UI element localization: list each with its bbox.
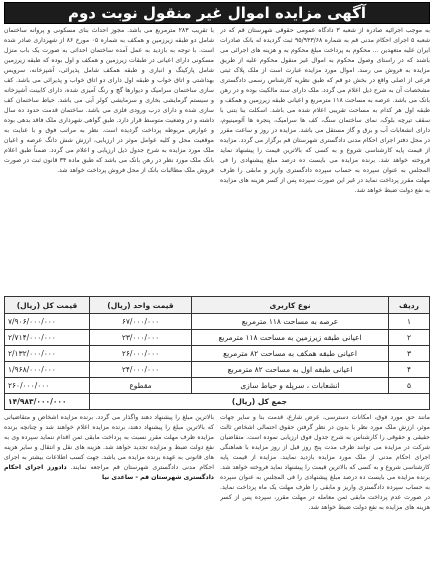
usage-type: انشعابات ، سرپله و حیاط سازی [192,378,389,394]
usage-type: اعیانی طبقه اول به مساحت ۸۲ مترمربع [192,362,389,378]
row-number: ۴ [389,362,430,378]
usage-type: اعیانی طبقه همکف به مساحت ۸۲ مترمربع [192,346,389,362]
header-row-number: ردیف [389,297,430,314]
unit-price: ۲۳/۰۰۰/۰۰۰ [90,330,192,346]
footer-column-left [4,413,214,543]
body-column-right: به موجب اجرائیه صادره از شعبه ۳ دادگاه عمومی حقوقی شهرستان قم که در شعبه ۵ اجرای احکام مدنی قم به شماره ۹۵/۹۴۳/۶۸ ثبت گردیده له بانک صادرات ایران علیه متعهدین ... محکوم به پرداخت مبلغ محکوم به و هزینه های اجرائی می باشند که در راستای وصول محکوم به اموال غیر منقول محکوم علیه از طریق مزایده به فروش می رسد. اموال مورد مزایده عبارت است از ملک پلاک ثبتی فرعی از اصلی واقع در بخش دو قم که طبق نظریه کارشناس رسمی دادگستری مشخصات آن به شرح ذیل اعلام می گردد. ملک دارای سند مالکیت بوده و در رهن بانک می باشد. عرصه به مساحت ۱۱۸ مترمربع و اعیانی طبقه زیرزمین و همکف و طبقه اول هر کدام به مساحت تقریبی اعلام شده می باشد. اسکلت بنا بتنی با سقف تیرچه بلوک، نمای ساختمان سنگ، کف ها سرامیک، پنجره ها آلومینیوم، دارای انشعابات آب و برق و گاز مستقل می باشد. مزایده در روز و ساعت مقرر در محل دفتر اجرای احکام مدنی دادگستری شهرستان قم برگزار می گردد. مزایده از قیمت پایه کارشناسی شروع و به کسی که بالاترین قیمت را پیشنهاد نماید فروخته خواهد شد. برنده مزایده می بایست ده درصد مبلغ پیشنهادی را فی المجلس به عنوان سپرده به حساب سپرده دادگستری واریز و مابقی را ظرف مهلت مقرر پرداخت نماید در غیر این صورت سپرده پس از کسر هزینه های مزایده به نفع دولت ضبط خواهد شد. [220,27,430,194]
footer-column-right: مانند حق مورد فوق، امکانات دسترسی، عرض شارع، قدمت بنا و سایر جهات موثر، ارزش ملک مورد نظر با بدون در نظر گرفتن حقوق احتمالی اشخاص ثالث حقیقی و حقوقی را کارشناس به شرح جدول فوق ارزیابی نموده است. متقاضیان شرکت در مزایده می توانند ظرف مدت پنج روز قبل از روز مزایده با هماهنگی اجرای احکام مدنی از ملک مورد مزایده بازدید نمایند. مزایده از قیمت پایه کارشناسی شروع و به کسی که بالاترین قیمت را پیشنهاد نماید فروخته خواهد شد. برنده مزایده می بایست ده درصد مبلغ پیشنهادی را فی المجلس به عنوان سپرده به حساب سپرده دادگستری واریز و مابقی را ظرف مهلت یک ماه پرداخت نماید. در صورت عدم پرداخت مابقی ثمن معامله در مهلت مقرر، سپرده پس از کسر هزینه های مزایده به نفع دولت ضبط خواهد شد. [220,414,430,511]
grand-total: ۱۴/۹۸۳/۰۰۰/۰۰۰ [5,394,90,410]
total-price: ۲/۷۱۴/۰۰۰/۰۰۰ [5,330,90,346]
table-row [5,378,430,394]
row-number: ۲ [389,330,430,346]
table-row [5,362,430,378]
table-row [5,330,430,346]
total-price: ۱/۹۶۸/۰۰۰/۰۰۰ [5,362,90,378]
row-number: ۳ [389,346,430,362]
valuation-table [4,296,430,410]
table-sum-row [5,394,430,410]
row-number: ۵ [389,378,430,394]
notice-body [4,26,430,294]
table-header-row [5,297,430,314]
table-row [5,314,430,330]
signature: دادورز اجرای احکام دادگستری شهرستان قم - ساعدی نیا [4,464,214,481]
sum-label: جمع کل (ریال) [90,394,430,410]
header-total-price: قیمت کل (ریال) [5,297,90,314]
usage-type: عرصه به مساحت ۱۱۸ مترمربع [192,314,389,330]
total-price: ۲/۱۳۲/۰۰۰/۰۰۰ [5,346,90,362]
unit-price: ۶۷/۰۰۰/۰۰۰ [90,314,192,330]
header-unit-price: قیمت واحد (ریال) [90,297,192,314]
notice-footer [4,413,430,543]
notice-title-banner [4,2,430,24]
footer-text: بالاترین مبلغ را پیشنهاد دهند واگذار می گردد. برنده مزایده اشخاص و متقاضیانی که بالاترین مبلغ را پیشنهاد دهند، برنده مزایده اعلام خواهند شد و چنانچه برنده مزایده ظرف مهلت مقرر نسبت به پرداخت مابقی ثمن اقدام ننماید سپرده وی به نفع دولت ضبط و مزایده تجدید خواهد شد. هزینه های نقل و انتقال و سایر هزینه های قانونی به عهده برنده مزایده می باشد. جهت کسب اطلاعات بیشتر به اجرای احکام مدنی دادگستری شهرستان قم مراجعه نمایند. [4,414,214,471]
notice-title: آگهی مزایده اموال غیر منقول نوبت دوم [67,4,367,22]
total-price: ۲۶۰/۰۰۰/۰۰۰ [5,378,90,394]
header-usage-type: نوع کاربری [192,297,389,314]
body-column-left: با تقریب ۲۸۳ مترمربع می باشد. مجوز احداث بنای مسکونی و پروانه ساختمان شامل دو طبقه زیرزمین و همکف به شماره ۰۵ مورخ ۸۶ از شهرداری صادر شده است. با توجه به بازدید به عمل آمده ساختمان احداثی به صورت یک باب منزل مسکونی دارای اعیانی در طبقات زیرزمین و همکف و اول بوده که طبقه زیرزمین شامل پارکینگ و انباری و طبقه همکف شامل پذیرائی، آشپزخانه، سرویس بهداشتی و اتاق خواب و طبقه اول دارای دو اتاق خواب و پذیرائی می باشد. کف سازی ساختمان سرامیک و دیوارها گچ و رنگ آمیزی شده، دارای کابینت آشپزخانه و سیستم گرمایشی بخاری و سرمایشی کولر آبی می باشد. حیاط ساختمان کف سازی شده و دارای درب ورودی فلزی می باشد. ساختمان قدمت حدود ده سال داشته و در وضعیت متوسط قرار دارد. طبق گواهی شهرداری ملک فاقد بدهی بوده و عوارض مربوطه پرداخت گردیده است. نظر به مراتب فوق و با عنایت به موقعیت محل و کلیه عوامل موثر در ارزیابی، ارزش شش دانگ عرصه و اعیان ملک مورد مزایده به شرح جدول ذیل ارزیابی و اعلام می گردد. ضمناً طبق اعلام بانک ملک مورد نظر در رهن بانک می باشد که طبق ماده ۳۴ قانون ثبت در صورت فروش ملک مطالبات بانک از محل فروش پرداخت خواهد شد. [4,27,214,174]
unit-price: مقطوع [90,378,192,394]
row-number: ۱ [389,314,430,330]
total-price: ۷/۹۰۶/۰۰۰/۰۰۰ [5,314,90,330]
unit-price: ۲۶/۰۰۰/۰۰۰ [90,346,192,362]
table-row [5,346,430,362]
unit-price: ۲۴/۰۰۰/۰۰۰ [90,362,192,378]
usage-type: اعیانی طبقه زیرزمین به مساحت ۱۱۸ مترمربع [192,330,389,346]
